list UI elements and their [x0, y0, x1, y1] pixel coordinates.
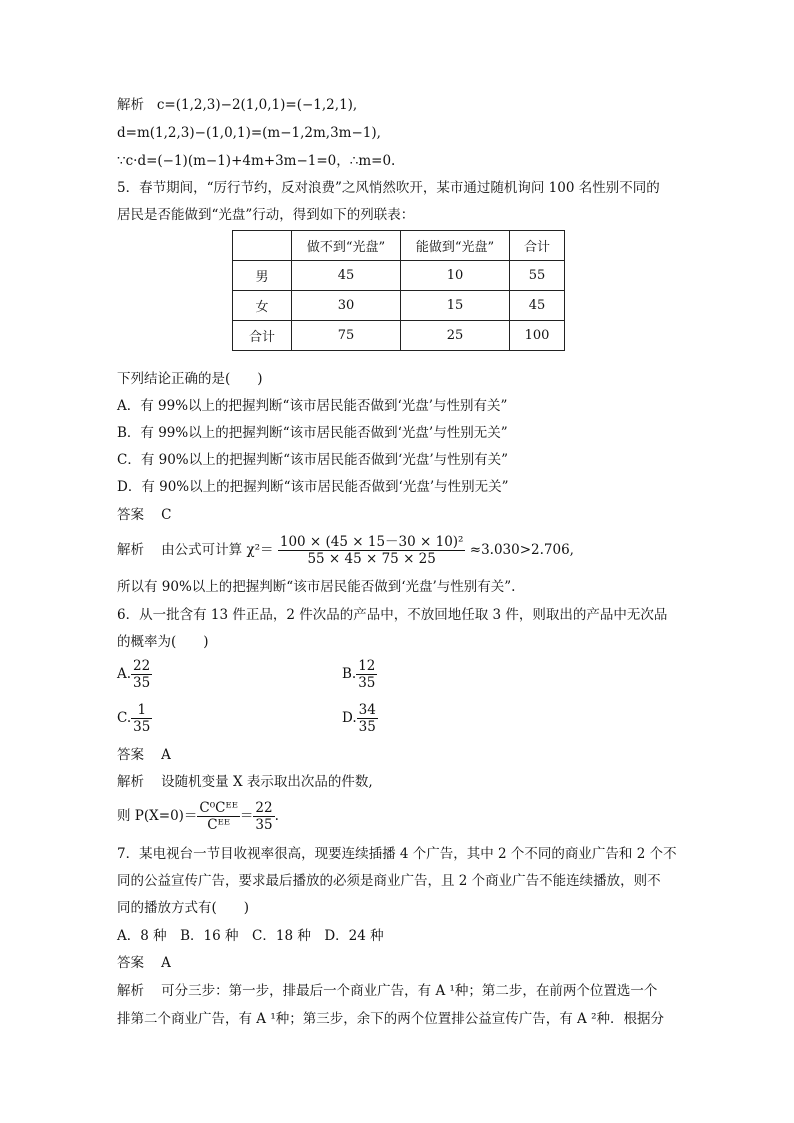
q5-option-d: D．有 90%以上的把握判断“该市居民能否做到‘光盘’与性别无关” [117, 479, 509, 495]
fraction-denominator: 35 [133, 719, 151, 735]
answer-label: 答案 [117, 955, 144, 971]
solution-label: 解析 [117, 542, 144, 558]
fraction-denominator: Cᴱᴱ [207, 817, 231, 833]
option-letter: D. [342, 710, 357, 726]
table-header-cell [233, 231, 292, 261]
chi-square-fraction [278, 534, 466, 567]
q5-option-a: A．有 99%以上的把握判断“该市居民能否做到‘光盘’与性别有关” [117, 398, 508, 414]
table-cell: 女 [233, 291, 292, 321]
q7-stem-line3: 同的播放方式有( ) [117, 900, 250, 916]
fraction-numerator: 22 [255, 800, 273, 816]
q6-option-a [117, 658, 152, 691]
table-cell: 男 [233, 261, 292, 291]
q6-option-b [342, 658, 377, 691]
table-cell: 15 [401, 291, 510, 321]
solution-label: 解析 [117, 774, 144, 790]
answer-value: C [161, 507, 172, 523]
q7-answer [117, 954, 171, 972]
fraction-numerator: 12 [358, 658, 376, 674]
table-row [233, 321, 565, 351]
q7-stem-line1: 7．某电视台一节目收视率很高，现要连续插播 4 个广告，其中 2 个不同的商业广告和 2 个不 [117, 846, 677, 862]
table-header-cell: 合计 [510, 231, 565, 261]
q6-formula [117, 800, 279, 833]
fraction-numerator: 34 [358, 702, 376, 718]
q4-solution-text1: c=(1,2,3)−2(1,0,1)=(−1,2,1), [156, 97, 358, 113]
result-fraction [253, 800, 274, 833]
solution-suffix: ≈3.030>2.706, [469, 542, 574, 558]
table-cell: 45 [510, 291, 565, 321]
answer-label: 答案 [117, 507, 144, 523]
q4-solution-line1 [117, 96, 357, 114]
formula-equals: ＝ [239, 808, 254, 824]
fraction-denominator: 35 [255, 817, 273, 833]
contingency-table [232, 230, 565, 351]
q5-conclusion: 所以有 90%以上的把握判断“该市居民能否做到‘光盘’与性别有关”. [117, 579, 516, 595]
solution-label: 解析 [117, 983, 144, 999]
q5-solution [117, 534, 574, 567]
q5-option-c: C．有 90%以上的把握判断“该市居民能否做到‘光盘’与性别有关” [117, 452, 509, 468]
option-fraction [131, 702, 152, 735]
option-fraction [131, 658, 152, 691]
solution-label: 解析 [117, 97, 144, 113]
table-cell: 100 [510, 321, 565, 351]
fraction-denominator: 35 [358, 675, 376, 691]
q4-solution-line2: d=m(1,2,3)−(1,0,1)=(m−1,2m,3m−1), [117, 125, 381, 141]
table-cell: 55 [510, 261, 565, 291]
option-fraction [357, 702, 378, 735]
fraction-numerator: 22 [133, 658, 151, 674]
table-cell: 75 [292, 321, 401, 351]
fraction-denominator: 55 × 45 × 75 × 25 [307, 551, 436, 567]
table-cell: 30 [292, 291, 401, 321]
q7-options: A．8 种 B．16 种 C．18 种 D．24 种 [117, 928, 384, 944]
q5-option-b: B．有 99%以上的把握判断“该市居民能否做到‘光盘’与性别无关” [117, 425, 508, 441]
q5-prompt: 下列结论正确的是( ) [117, 371, 263, 387]
q6-option-d [342, 702, 378, 735]
formula-end: . [274, 808, 279, 824]
solution-prefix: 由公式可计算 χ²＝ [161, 542, 274, 558]
table-cell: 45 [292, 261, 401, 291]
answer-label: 答案 [117, 747, 144, 763]
solution-text: 可分三步：第一步，排最后一个商业广告，有 A ¹种；第二步，在前两个位置选一个 [161, 983, 658, 999]
fraction-numerator: 1 [131, 702, 152, 719]
table-header-cell: 做不到“光盘” [292, 231, 401, 261]
answer-value: A [161, 747, 171, 763]
q4-solution-line3: ∵c·d=(−1)(m−1)+4m+3m−1=0，∴m=0. [117, 153, 396, 169]
table-row [233, 261, 565, 291]
table-header-row [233, 231, 565, 261]
table-cell: 10 [401, 261, 510, 291]
q6-solution [117, 773, 373, 791]
answer-value: A [161, 955, 171, 971]
fraction-denominator: 35 [133, 675, 151, 691]
formula-prefix: 则 P(X=0)＝ [117, 808, 198, 824]
q6-stem-line2: 的概率为( ) [117, 634, 209, 650]
q6-answer [117, 746, 171, 764]
q5-stem-line2: 居民是否能做到“光盘”行动，得到如下的列联表： [117, 207, 415, 223]
q5-stem-line1: 5．春节期间，“厉行节约，反对浪费”之风悄然吹开，某市通过随机询问 100 名性别不同的 [117, 180, 660, 196]
option-letter: C. [117, 710, 132, 726]
fraction-numerator: 100 × (45 × 15－30 × 10)² [279, 534, 464, 550]
combination-fraction [197, 800, 239, 833]
fraction-numerator: C⁰Cᴱᴱ [199, 800, 238, 816]
q7-solution-line2: 排第二个商业广告，有 A ¹种；第三步，余下的两个位置排公益宣传广告，有 A ²种．根据分 [117, 1011, 664, 1027]
option-letter: B. [342, 666, 357, 682]
table-header-cell: 能做到“光盘” [401, 231, 510, 261]
q7-stem-line2: 同的公益宣传广告，要求最后播放的必须是商业广告，且 2 个商业广告不能连续播放，则不 [117, 873, 661, 889]
q6-option-c [117, 702, 152, 735]
option-letter: A. [117, 666, 132, 682]
q6-stem-line1: 6．从一批含有 13 件正品，2 件次品的产品中，不放回地任取 3 件，则取出的产品中无次品 [117, 607, 668, 623]
table-cell: 合计 [233, 321, 292, 351]
option-fraction [356, 658, 377, 691]
q5-answer [117, 506, 172, 524]
q7-solution-line1 [117, 982, 657, 1000]
table-cell: 25 [401, 321, 510, 351]
fraction-denominator: 35 [358, 719, 376, 735]
solution-text: 设随机变量 X 表示取出次品的件数, [161, 774, 373, 790]
table-row [233, 291, 565, 321]
